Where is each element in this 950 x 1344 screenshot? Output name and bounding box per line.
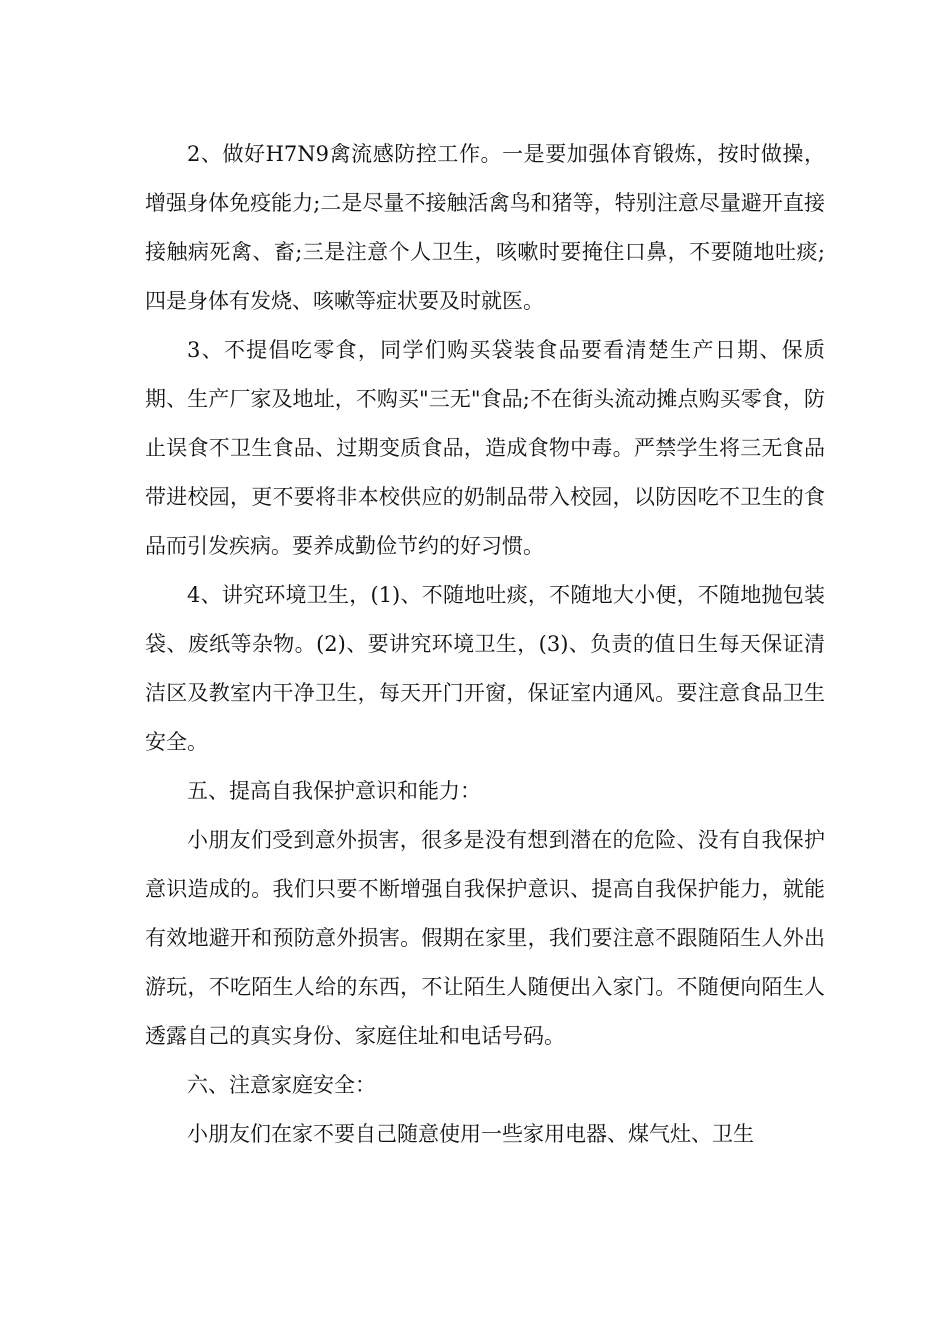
section-heading-self-protection: 五、提高自我保护意识和能力： (187, 779, 481, 803)
paragraph-h7n9-prevention: 2、做好H7N9禽流感防控工作。一是要加强体育锻炼，按时做操，增强身体免疫能力;二是尽量不接触活禽鸟和猪等，特别注意尽量避开直接接触病死禽、畜;三是注意个人卫生，咳嗽时要掩住口鼻，不要随地吐痰;四是身体有发烧、咳嗽等症状要及时就医。 (145, 142, 825, 313)
section-heading-home-safety: 六、注意家庭安全： (187, 1073, 376, 1097)
document-body (145, 130, 825, 1159)
paragraph-environment-hygiene: 4、讲究环境卫生，(1)、不随地吐痰，不随地大小便，不随地抛包装袋、废纸等杂物。(2)、要讲究环境卫生，(3)、负责的值日生每天保证清洁区及教室内干净卫生，每天开门开窗，保证室内通风。要注意食品卫生安全。 (145, 583, 825, 754)
paragraph-self-protection: 小朋友们受到意外损害，很多是没有想到潜在的危险、没有自我保护意识造成的。我们只要不断增强自我保护意识、提高自我保护能力，就能有效地避开和预防意外损害。假期在家里，我们要注意不跟随陌生人外出游玩，不吃陌生人给的东西，不让陌生人随便出入家门。不随便向陌生人透露自己的真实身份、家庭住址和电话号码。 (145, 828, 825, 1048)
paragraph-snack-safety: 3、不提倡吃零食，同学们购买袋装食品要看清楚生产日期、保质期、生产厂家及地址，不购买"三无"食品;不在街头流动摊点购买零食，防止误食不卫生食品、过期变质食品，造成食物中毒。严禁学生将三无食品带进校园，更不要将非本校供应的奶制品带入校园，以防因吃不卫生的食品而引发疾病。要养成勤俭节约的好习惯。 (145, 338, 825, 558)
paragraph-home-safety: 小朋友们在家不要自己随意使用一些家用电器、煤气灶、卫生 (187, 1122, 754, 1146)
